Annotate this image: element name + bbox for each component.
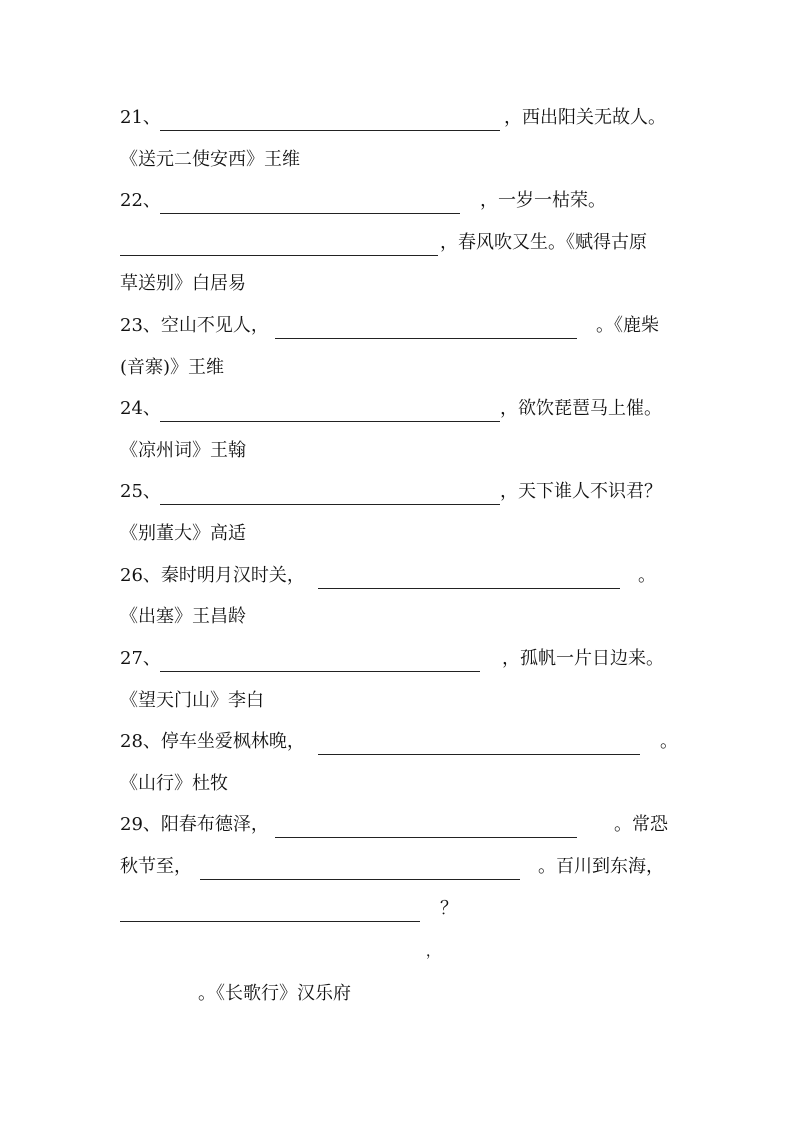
poem-source: 草送别》白居易 bbox=[120, 273, 246, 294]
poem-line: 。常恐 bbox=[614, 814, 668, 835]
poem-line: ，欲饮琵琶马上催。 bbox=[500, 398, 662, 419]
poem-line: 。《鹿柴 bbox=[596, 315, 659, 336]
poem-line: ，春风吹又生。《赋得古原 bbox=[440, 232, 647, 253]
answer-blank[interactable] bbox=[318, 734, 640, 755]
poem-line: 。 bbox=[660, 731, 678, 752]
poem-line: 。 bbox=[638, 565, 656, 586]
answer-blank[interactable] bbox=[200, 859, 520, 880]
poem-line: ，西出阳关无故人。 bbox=[504, 107, 666, 128]
poem-source: 《送元二使安西》王维 bbox=[120, 149, 300, 170]
question-number: 27、 bbox=[120, 648, 161, 669]
answer-blank[interactable] bbox=[160, 401, 500, 422]
answer-blank[interactable] bbox=[120, 235, 438, 256]
poem-line: 秋节至， bbox=[120, 856, 192, 877]
poem-line: 。百川到东海， bbox=[538, 856, 664, 877]
poem-line: 26、秦时明月汉时关， bbox=[120, 565, 305, 586]
poem-source: 《凉州词》王翰 bbox=[120, 440, 246, 461]
answer-blank[interactable] bbox=[160, 193, 460, 214]
poem-line: 28、停车坐爱枫林晚， bbox=[120, 731, 305, 752]
question-number: 22、 bbox=[120, 190, 161, 211]
answer-blank[interactable] bbox=[275, 817, 577, 838]
question-number: 21、 bbox=[120, 107, 161, 128]
answer-blank[interactable] bbox=[318, 568, 620, 589]
answer-blank[interactable] bbox=[160, 110, 500, 131]
answer-blank[interactable] bbox=[120, 901, 420, 922]
poem-source: (音寨)》王维 bbox=[120, 357, 225, 378]
poem-line: 29、阳春布德泽， bbox=[120, 814, 269, 835]
poem-line: ，天下谁人不识君？ bbox=[500, 481, 662, 502]
poem-line: ，一岁一枯荣。 bbox=[480, 190, 606, 211]
answer-blank[interactable] bbox=[160, 651, 480, 672]
question-number: 25、 bbox=[120, 481, 161, 502]
poem-source: 《山行》杜牧 bbox=[120, 773, 228, 794]
poem-punctuation: ， bbox=[426, 944, 440, 960]
poem-line: ，孤帆一片日边来。 bbox=[502, 648, 664, 669]
question-number: 24、 bbox=[120, 398, 161, 419]
poem-line: ？ bbox=[440, 898, 458, 919]
poem-line: 23、空山不见人， bbox=[120, 315, 269, 336]
poem-source: 。《长歌行》汉乐府 bbox=[198, 983, 351, 1004]
poem-source: 《别董大》高适 bbox=[120, 523, 246, 544]
answer-blank[interactable] bbox=[160, 484, 500, 505]
poem-source: 《望天门山》李白 bbox=[120, 690, 264, 711]
poem-source: 《出塞》王昌龄 bbox=[120, 606, 246, 627]
answer-blank[interactable] bbox=[275, 318, 577, 339]
